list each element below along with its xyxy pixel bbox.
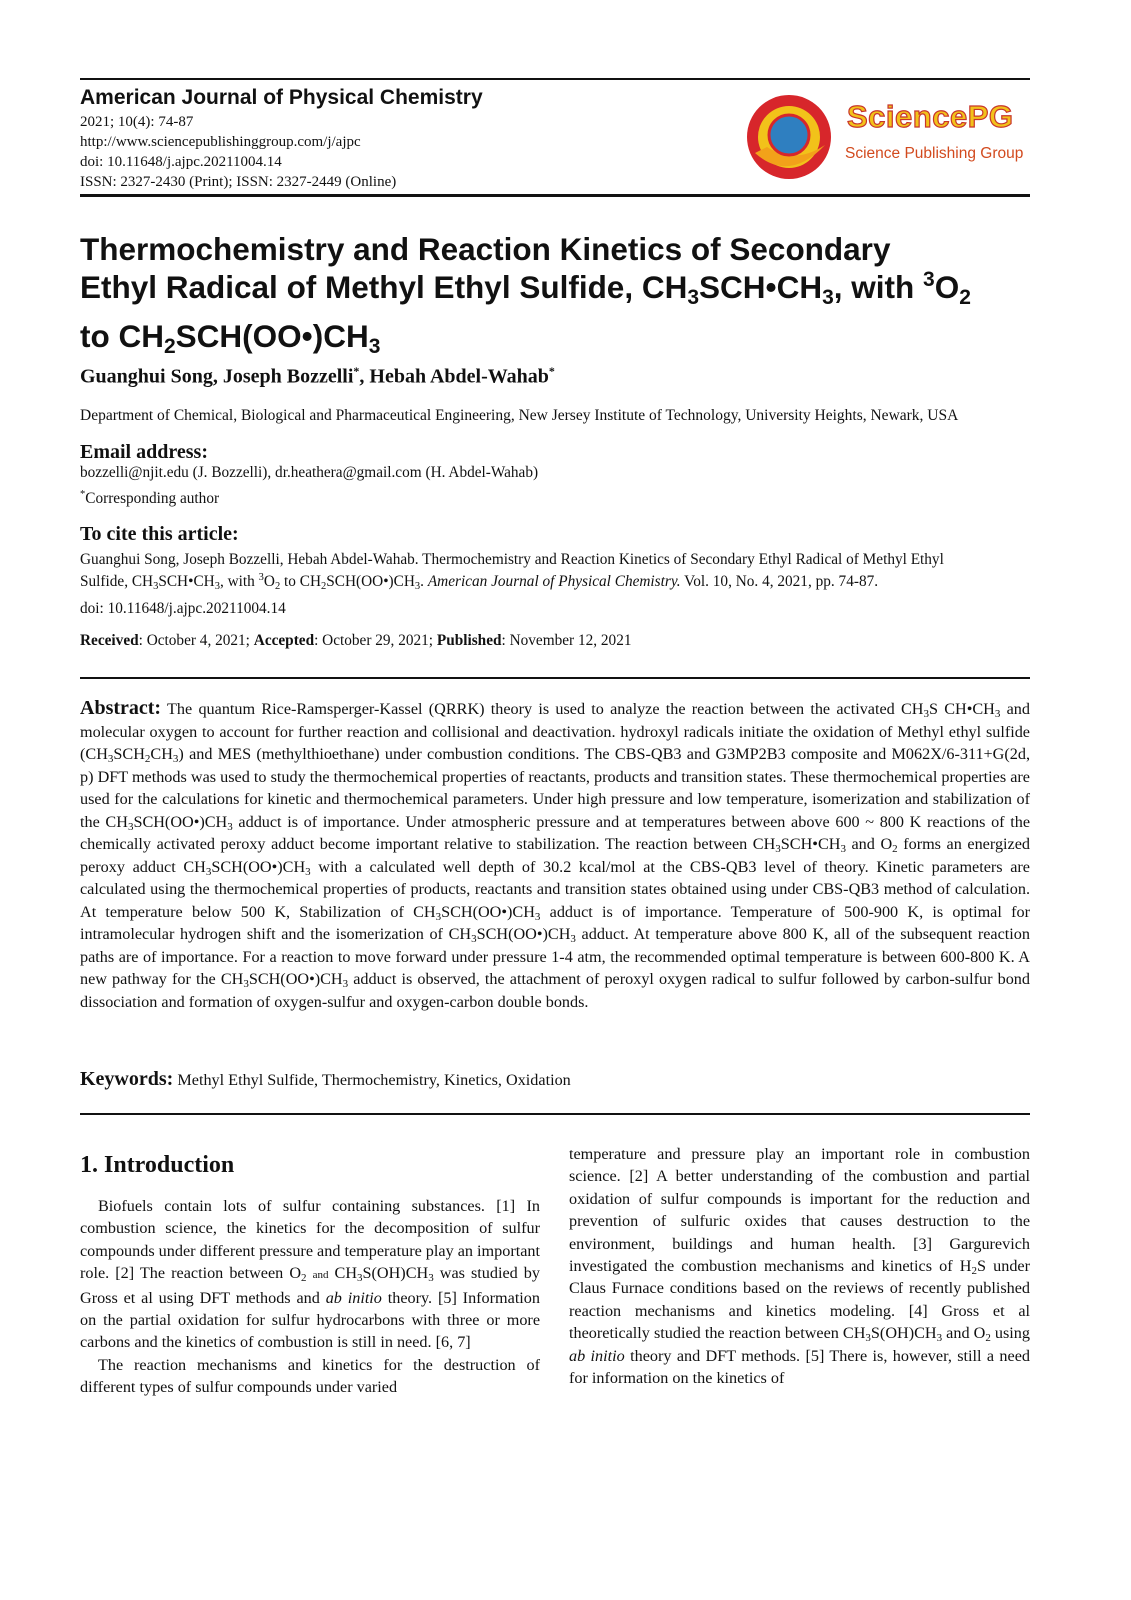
- email-heading: Email address:: [80, 441, 208, 463]
- keywords-label: Keywords:: [80, 1068, 174, 1090]
- sciencepg-logo: [745, 93, 1035, 185]
- abstract-top-rule: [80, 677, 1030, 679]
- publication-dates: Received: October 4, 2021; Accepted: October 29, 2021; Published: November 12, 2021: [80, 632, 632, 649]
- journal-url[interactable]: http://www.sciencepublishinggroup.com/j/ajpc: [80, 134, 361, 150]
- email-addresses[interactable]: bozzelli@njit.edu (J. Bozzelli), dr.heathera@gmail.com (H. Abdel-Wahab): [80, 464, 539, 481]
- logo-subtitle: Science Publishing Group: [845, 145, 1024, 162]
- logo-mark-icon: [745, 93, 835, 183]
- right-column: temperature and pressure play an important role in combustion science. [2] A better understanding of the combustion and partial oxidation of sulfur compounds is important for the reduction and prevention of sulfuric oxides that causes destruction to the environment, buildings and human health. [3] Gargurevich investigated the combustion mechanisms and kinetics of $H_2S$ under Claus Furnace conditions based on the reviews of recently published reaction mechanisms and kinetics modeling. [4] Gross et al theoretically studied the reaction between $CH_3S(OH)CH_3$ and $O_2$ using ab initio theory and DFT methods. [5] There is, however, still a need for information on the kinetics of: [569, 1145, 1031, 1388]
- abstract: [80, 697, 1030, 1013]
- volume-line: 2021; 10(4): 74-87: [80, 114, 194, 130]
- journal-name: American Journal of Physical Chemistry: [80, 86, 483, 109]
- corresponding-note: *Corresponding author: [80, 489, 220, 507]
- section-heading: 1. Introduction: [80, 1152, 235, 1178]
- abstract-label: Abstract:: [80, 697, 162, 719]
- issn-line: ISSN: 2327-2430 (Print); ISSN: 2327-2449 (Online): [80, 174, 397, 190]
- keywords-bottom-rule: [80, 1113, 1030, 1115]
- article-title: Thermochemistry and Reaction Kinetics of Secondary Ethyl Radical of Methyl Ethyl Sulfide, $CH_3SCH•CH_3$, with $^3O_2$ to $CH_2SCH(OO•)CH_3$: [80, 231, 971, 358]
- cite-heading: To cite this article:: [80, 523, 239, 545]
- keywords-list: Methyl Ethyl Sulfide, Thermochemistry, Kinetics, Oxidation: [177, 1071, 571, 1089]
- header-bottom-rule: [80, 194, 1030, 197]
- left-column: Biofuels contain lots of sulfur containing substances. [1] In combustion science, the kinetics for the decomposition of sulfur compounds under different pressure and temperature play an important role. [2] The reaction between $O_2$ and $CH_3S(OH)CH_3$ was studied by Gross et al using DFT methods and ab initio theory. [5] Information on the partial oxidation for sulfur hydrocarbons with three or more carbons and the kinetics of combustion is still in need. [6, 7] The reaction mechanisms and kinetics for the destruction of different types of sulfur compounds under varied: [80, 1197, 540, 1397]
- top-rule: [80, 78, 1030, 80]
- doi-line: doi: 10.11648/j.ajpc.20211004.14: [80, 154, 282, 170]
- authors: Guanghui Song, Joseph Bozzelli*, Hebah Abdel-Wahab*: [80, 364, 555, 388]
- affiliation: Department of Chemical, Biological and Pharmaceutical Engineering, New Jersey Institute of Technology, University Heights, Newark, USA: [80, 407, 959, 424]
- keywords: [80, 1068, 571, 1091]
- logo-title: SciencePG: [847, 99, 1014, 134]
- abstract-text: The quantum Rice-Ramsperger-Kassel (QRRK) theory is used to analyze the reaction between the activated $CH_3S$ $CH•CH_3$ and molecular oxygen to account for further reaction and collisional and deactivation. hydroxyl radicals initiate the oxidation of Methyl ethyl sulfide $(CH_3SCH_2CH_3)$ and MES (methylthioethane) under combustion conditions. The CBS-QB3 and G3MP2B3 composite and M062X/6-311+G(2d, p) DFT methods was used to study the thermochemical properties of reactants, products and transition states. These thermochemical properties are used for the calculations for kinetic and thermochemical parameters. Under high pressure and low temperature, isomerization and stabilization of the $CH_3SCH(OO•)CH_3$ adduct is of importance. Under atmospheric pressure and at temperatures between above 600 ~ 800 K reactions of the chemically activated peroxy adduct become important relative to stabilization. The reaction between $CH_3SCH•CH_3$ and $O_2$ forms an energized peroxy adduct $CH_3SCH(OO•)CH_3$ with a calculated well depth of 30.2 kcal/mol at the CBS-QB3 level of theory. Kinetic parameters are calculated using the thermochemical properties of products, reactants and transition states obtained using under CBS-QB3 method of calculation. At temperature below 500 K, Stabilization of $CH_3SCH(OO•)CH_3$ adduct is of importance. Temperature of 500-900 K, is optimal for intramolecular hydrogen shift and the isomerization of $CH_3SCH(OO•)CH_3$ adduct. At temperature above 800 K, all of the subsequent reaction paths are of importance. For a reaction to move forward under pressure 1-4 atm, the recommended optimal temperature is between 600-800 K. A new pathway for the $CH_3SCH(OO•)CH_3$ adduct is observed, the attachment of peroxyl oxygen radical to sulfur followed by carbon-sulfur bond dissociation and formation of oxygen-sulfur and oxygen-carbon double bonds.: [80, 700, 1031, 1011]
- corresponding-label: Corresponding author: [85, 490, 220, 507]
- citation: Guanghui Song, Joseph Bozzelli, Hebah Abdel-Wahab. Thermochemistry and Reaction Kinetics of Secondary Ethyl Radical of Methyl Ethyl Sulfide, $CH_3SCH•CH_3$, with $^3O_2$ to $CH_2SCH(OO•)CH_3$. American Journal of Physical Chemistry. Vol. 10, No. 4, 2021, pp. 74-87. doi: 10.11648/j.ajpc.20211004.14: [80, 551, 944, 617]
